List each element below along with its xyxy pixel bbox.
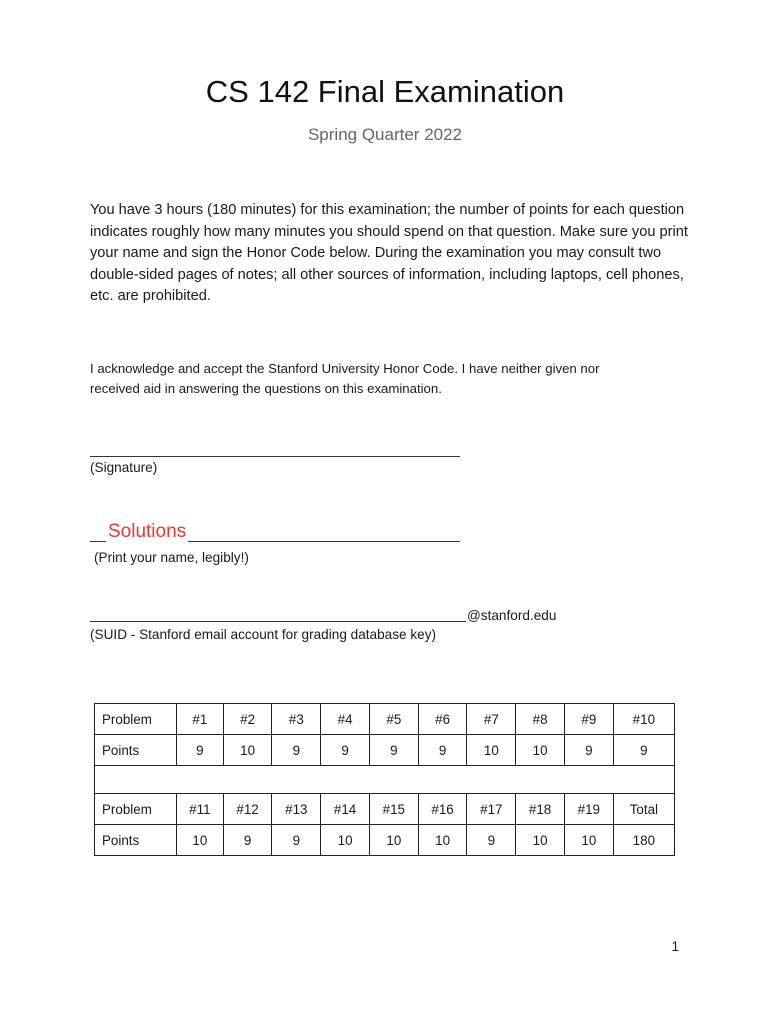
total-header-cell: Total [613,794,674,825]
problem-cell: #5 [369,704,418,735]
problem-cell: #1 [177,704,224,735]
points-cell: 10 [516,735,565,766]
spacer-row [95,766,675,794]
problem-header-cell: Problem [95,794,177,825]
problem-cell: #11 [177,794,224,825]
points-cell: 9 [177,735,224,766]
points-cell: 9 [564,735,613,766]
problem-cell: #6 [418,704,467,735]
problem-cell: #3 [272,704,321,735]
name-label: (Print your name, legibly!) [94,550,249,565]
points-row-1 [95,735,675,766]
points-cell: 9 [418,735,467,766]
points-cell: 10 [418,825,467,856]
problem-cell: #9 [564,704,613,735]
exam-subtitle: Spring Quarter 2022 [307,125,463,144]
problem-row-2 [95,794,675,825]
points-cell: 10 [467,735,516,766]
signature-line[interactable] [90,455,460,457]
signature-label: (Signature) [90,460,158,475]
page-number: 1 [671,939,679,954]
points-cell: 9 [321,735,370,766]
spacer-cell [95,766,675,794]
points-cell: 10 [321,825,370,856]
instructions-paragraph: You have 3 hours (180 minutes) for this examination; the number of points for each question indicates roughly how many minutes you should spend on that question. Make sure you print your name and sign the Honor Code below. During the examination you may consult two double-sided pages of notes; all other sources of information, including laptops, cell phones, etc. are prohibited. [90,202,688,304]
points-cell: 10 [369,825,418,856]
problem-cell: #8 [516,704,565,735]
points-cell: 9 [369,735,418,766]
problem-cell: #13 [272,794,321,825]
problem-cell: #16 [418,794,467,825]
problem-cell: #19 [564,794,613,825]
suid-label: (SUID - Stanford email account for grading database key) [90,627,437,642]
problem-cell: #17 [467,794,516,825]
problem-cell: #2 [223,704,272,735]
points-cell: 9 [613,735,674,766]
points-cell: 9 [272,735,321,766]
problem-cell: #10 [613,704,674,735]
points-header-cell: Points [95,735,177,766]
points-cell: 10 [177,825,224,856]
problem-row-1 [95,704,675,735]
honor-code-statement: I acknowledge and accept the Stanford University Honor Code. I have neither given nor received aid in answering the questions on this examination. [90,361,600,396]
points-header-cell: Points [95,825,177,856]
points-cell: 9 [467,825,516,856]
problem-cell: #15 [369,794,418,825]
points-cell: 9 [223,825,272,856]
points-row-2 [95,825,675,856]
points-cell: 10 [564,825,613,856]
problem-header-cell: Problem [95,704,177,735]
score-table [94,703,675,856]
points-cell: 10 [223,735,272,766]
total-points-cell: 180 [613,825,674,856]
exam-title: CS 142 Final Examination [205,74,565,109]
points-cell: 10 [516,825,565,856]
name-field[interactable] [90,520,460,544]
problem-cell: #7 [467,704,516,735]
problem-cell: #4 [321,704,370,735]
suid-domain: @stanford.edu [467,608,557,623]
name-value: Solutions [108,521,187,542]
suid-underline [90,621,466,622]
problem-cell: #18 [516,794,565,825]
problem-cell: #14 [321,794,370,825]
points-cell: 9 [272,825,321,856]
problem-cell: #12 [223,794,272,825]
